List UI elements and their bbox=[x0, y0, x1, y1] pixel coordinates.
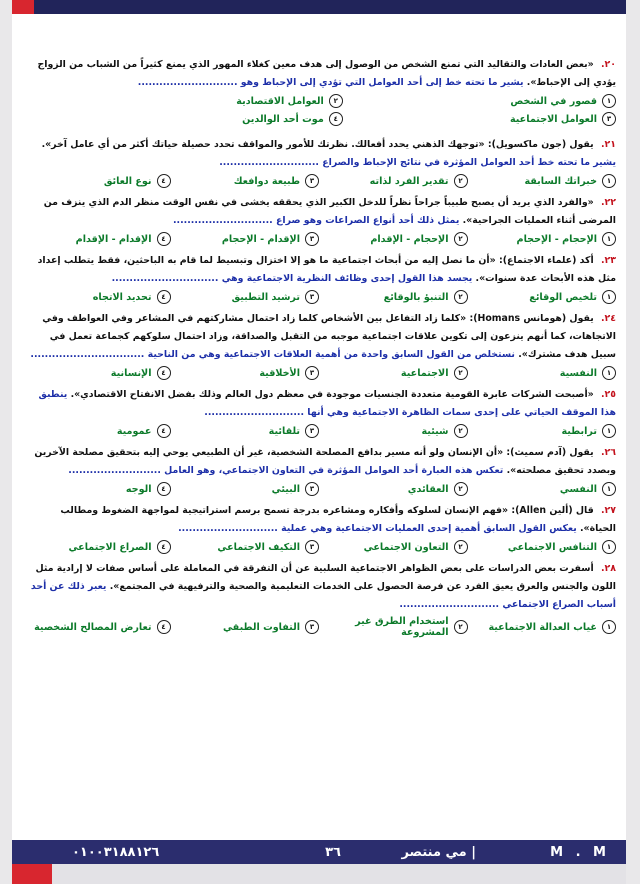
question-number: ٢٨. bbox=[600, 563, 616, 574]
page-footer bbox=[12, 840, 626, 864]
option-marker: ٢ bbox=[454, 290, 468, 304]
option-label: العوامل الاجتماعية bbox=[509, 113, 597, 125]
answer-blank: ............................ bbox=[219, 157, 319, 168]
option-label: الإنسانية bbox=[110, 367, 152, 379]
question-instruction: يعبر ذلك عن أحد أسباب الصراع الاجتماعي bbox=[30, 581, 616, 610]
question-instruction: ينطبق هذا الموقف الحياتي على إحدى سمات الظاهرة الاجتماعية وهي أنها bbox=[38, 389, 616, 418]
option-marker: ٤ bbox=[157, 366, 171, 380]
option-marker: ١ bbox=[602, 174, 616, 188]
option-marker: ٢ bbox=[454, 174, 468, 188]
option-marker: ١ bbox=[602, 94, 616, 108]
question-instruction: نستخلص من القول السابق واحدة من أهمية العلاقات الاجتماعية وهي من الناحية bbox=[147, 349, 515, 360]
option-marker: ١ bbox=[602, 232, 616, 246]
option-3[interactable] bbox=[171, 366, 320, 380]
options-list bbox=[22, 424, 616, 438]
answer-blank: ................................ bbox=[30, 349, 145, 360]
option-3[interactable] bbox=[171, 290, 320, 304]
bottom-strip-red bbox=[12, 864, 52, 884]
option-2[interactable] bbox=[319, 366, 468, 380]
option-marker: ٢ bbox=[454, 366, 468, 380]
option-label: النفسي bbox=[559, 483, 597, 495]
option-label: تقدير الفرد لذاته bbox=[369, 175, 449, 187]
question-instruction: يجسد هذا القول إحدى وظائف النظرية الاجتماعية وهي bbox=[221, 273, 473, 284]
option-label: غياب العدالة الاجتماعية bbox=[488, 621, 597, 633]
question-stem: أسفرت بعض الدراسات على بعض الظواهر الاجتماعية السلبية عن أن التفرقة في المعاملة على أساس صفات لا إرادية مثل اللون والجنس والعرق يعيق الفرد عن فرصة الحصول على الخدمات التعليمية والصحية والترفيهية في المجتمع». bbox=[35, 563, 616, 592]
option-marker: ٤ bbox=[157, 232, 171, 246]
option-label: التعاون الاجتماعي bbox=[363, 541, 449, 553]
question-stem: يقول (جون ماكسويل): «توجهك الذهني يحدد أفعالك. نظرتك للأمور والمواقف تحدد حصيلة حياتك أكثر من أي عامل آخر». bbox=[41, 139, 594, 150]
footer-phone: ٠١٠٠٣١٨٨١٢٦ bbox=[72, 844, 160, 860]
option-label: خبراتك السابقة bbox=[524, 175, 597, 187]
option-marker: ٢ bbox=[454, 424, 468, 438]
question-stem: يقول (هومانس Homans): «كلما زاد التفاعل بين الأشخاص كلما زاد احتمال مشاركتهم في المشاعر وفي العواطف وفي الاتجاهات، كما أنهم ينزعون إلى تكوين علاقات اجتماعية موجبه من التقبل والصداقة، وزاد احتمال سلوكهم كجماعة تعمل في سبيل هدف مشترك». bbox=[42, 313, 616, 360]
option-label: الأخلاقية bbox=[259, 367, 300, 379]
question-21 bbox=[22, 136, 616, 188]
option-label: التنافس الاجتماعي bbox=[507, 541, 597, 553]
option-marker: ٣ bbox=[305, 366, 319, 380]
question-stem: «والفرد الذي يريد أن يصبح طبيباً جراحاً نظراً للدخل الكبير الذي يحققه يخشى في نفس الوقت منظر الدم الذي ينزف من المرضى أثناء العمليات الجراحية». bbox=[43, 197, 616, 226]
option-marker: ٣ bbox=[305, 482, 319, 496]
question-number: ٢٥. bbox=[600, 389, 616, 400]
answer-blank: .............................. bbox=[111, 273, 219, 284]
option-2[interactable] bbox=[319, 616, 468, 638]
option-marker: ٢ bbox=[454, 482, 468, 496]
question-stem: «بعض العادات والتقاليد التي تمنع الشخص من الوصول إلى هدف معين كغلاء المهور الذي يمنع كثيراً من الشباب من الزواج يؤدي إلى الإحباط». bbox=[37, 59, 616, 88]
option-label: الاجتماعية bbox=[400, 367, 449, 379]
option-marker: ١ bbox=[602, 482, 616, 496]
top-stripe bbox=[12, 0, 626, 14]
top-stripe-red bbox=[12, 0, 34, 14]
question-number: ٢٧. bbox=[600, 505, 616, 516]
option-1[interactable] bbox=[343, 94, 616, 108]
option-4[interactable] bbox=[22, 482, 171, 496]
question-number: ٢٣. bbox=[600, 255, 616, 266]
answer-blank: ............................ bbox=[173, 215, 273, 226]
options-list bbox=[22, 540, 616, 554]
question-stem: أكد (علماء الاجتماع): «أن ما نصل إليه من أبحاث اجتماعية ما هو إلا اختزال وتبسيط لما قام به الباحثين، فقط يتطلب إعداد مثل هذه الأبحاث عدة سنوات». bbox=[37, 255, 616, 284]
answer-blank: ............................ bbox=[204, 407, 305, 418]
option-label: التكيف الاجتماعي bbox=[217, 541, 300, 553]
option-label: التفاوت الطبقي bbox=[222, 621, 300, 633]
option-marker: ٤ bbox=[157, 620, 171, 634]
option-3[interactable] bbox=[171, 540, 320, 554]
question-27 bbox=[22, 502, 616, 554]
option-1[interactable] bbox=[468, 424, 617, 438]
answer-blank: ............................ bbox=[399, 599, 500, 610]
option-1[interactable] bbox=[468, 366, 617, 380]
option-marker: ١ bbox=[602, 366, 616, 380]
option-2[interactable] bbox=[70, 94, 343, 108]
option-label: نوع العائق bbox=[103, 175, 152, 187]
option-marker: ١ bbox=[602, 424, 616, 438]
footer-brand: M . M bbox=[550, 844, 610, 860]
page-number: ٣٦ bbox=[325, 844, 341, 860]
option-2[interactable] bbox=[319, 540, 468, 554]
options-list bbox=[22, 232, 616, 246]
option-2[interactable] bbox=[319, 290, 468, 304]
option-marker: ٣ bbox=[305, 174, 319, 188]
option-3[interactable] bbox=[171, 232, 320, 246]
option-label: الإقدام - الإحجام bbox=[221, 233, 300, 245]
question-26 bbox=[22, 444, 616, 496]
option-marker: ٣ bbox=[305, 290, 319, 304]
question-20 bbox=[22, 56, 616, 130]
option-label: تعارض المصالح الشخصية bbox=[34, 621, 152, 633]
option-marker: ٣ bbox=[305, 540, 319, 554]
question-instruction: يشير ما تحته خط أحد العوامل المؤثرة في نتائج الإحباط والصراع bbox=[322, 157, 616, 168]
question-stem: يقول (آدم سميث): «أن الإنسان ولو أنه مسير بدافع المصلحة الشخصية، غير أن الطبيعي يوحي إليه بتحقيق مصلحة الآخرين وبصدد تحقيق مصلحته». bbox=[34, 447, 616, 476]
option-label: ترابطية bbox=[561, 425, 597, 437]
option-2[interactable] bbox=[319, 174, 468, 188]
option-2[interactable] bbox=[319, 232, 468, 246]
option-3[interactable] bbox=[171, 424, 320, 438]
answer-blank: .......................... bbox=[68, 465, 161, 476]
option-label: ترشيد التطبيق bbox=[231, 291, 300, 303]
footer-author: | مي منتصر bbox=[401, 844, 476, 860]
question-24 bbox=[22, 310, 616, 380]
question-number: ٢٤. bbox=[600, 313, 616, 324]
option-label: التنبؤ بالوقائع bbox=[383, 291, 449, 303]
question-number: ٢٦. bbox=[600, 447, 616, 458]
question-28 bbox=[22, 560, 616, 638]
options-list bbox=[22, 174, 616, 188]
options-list bbox=[22, 616, 616, 638]
option-label: العقائدي bbox=[407, 483, 449, 495]
option-marker: ١ bbox=[602, 620, 616, 634]
option-3[interactable] bbox=[171, 174, 320, 188]
question-23 bbox=[22, 252, 616, 304]
option-label: الإحجام - الإقدام bbox=[370, 233, 449, 245]
option-marker: ٤ bbox=[157, 174, 171, 188]
option-label: عمومية bbox=[116, 425, 152, 437]
option-3[interactable] bbox=[171, 482, 320, 496]
question-number: ٢٢. bbox=[600, 197, 616, 208]
option-3[interactable] bbox=[343, 112, 616, 126]
option-1[interactable] bbox=[468, 540, 617, 554]
option-marker: ٢ bbox=[454, 232, 468, 246]
option-label: تلقائية bbox=[268, 425, 300, 437]
option-2[interactable] bbox=[319, 482, 468, 496]
options-list bbox=[22, 290, 616, 304]
option-marker: ٤ bbox=[157, 540, 171, 554]
option-4[interactable] bbox=[22, 540, 171, 554]
option-label: تلخيص الوقائع bbox=[529, 291, 597, 303]
option-marker: ٤ bbox=[157, 290, 171, 304]
option-1[interactable] bbox=[468, 290, 617, 304]
option-label: الإقدام - الإقدام bbox=[75, 233, 152, 245]
option-marker: ٤ bbox=[157, 482, 171, 496]
option-1[interactable] bbox=[468, 482, 617, 496]
option-label: الإحجام - الإحجام bbox=[516, 233, 597, 245]
option-label: قصور في الشخص bbox=[510, 95, 597, 107]
option-marker: ٢ bbox=[454, 620, 468, 634]
questions-area bbox=[22, 56, 616, 644]
option-marker: ٤ bbox=[329, 112, 343, 126]
option-marker: ٢ bbox=[454, 540, 468, 554]
question-instruction: يعكس القول السابق أهمية إحدى العمليات الاجتماعية وهي عملية bbox=[281, 523, 577, 534]
question-instruction: يشير ما تحته خط إلى أحد العوامل التي تؤدي إلى الإحباط وهو bbox=[240, 77, 524, 88]
option-4[interactable] bbox=[22, 366, 171, 380]
option-label: موت أحد الوالدين bbox=[242, 113, 324, 125]
option-2[interactable] bbox=[319, 424, 468, 438]
option-label: تحديد الاتجاه bbox=[92, 291, 152, 303]
option-label: الصراع الاجتماعي bbox=[68, 541, 152, 553]
option-marker: ١ bbox=[602, 540, 616, 554]
bottom-strip bbox=[12, 864, 626, 884]
option-marker: ٣ bbox=[602, 112, 616, 126]
question-number: ٢١. bbox=[600, 139, 616, 150]
option-label: العوامل الاقتصادية bbox=[236, 95, 324, 107]
question-25 bbox=[22, 386, 616, 438]
options-list bbox=[22, 366, 616, 380]
question-number: ٢٠. bbox=[600, 59, 616, 70]
option-marker: ٣ bbox=[305, 232, 319, 246]
option-4[interactable] bbox=[22, 290, 171, 304]
option-1[interactable] bbox=[468, 616, 617, 638]
option-label: البيئي bbox=[271, 483, 300, 495]
worksheet-page bbox=[12, 0, 626, 884]
question-22 bbox=[22, 194, 616, 246]
option-4[interactable] bbox=[22, 616, 171, 638]
option-1[interactable] bbox=[468, 174, 617, 188]
option-marker: ٣ bbox=[305, 620, 319, 634]
option-label: طبيعة دوافعك bbox=[233, 175, 300, 187]
option-4[interactable] bbox=[22, 232, 171, 246]
question-stem: «أصبحت الشركات عابرة القومية متعددة الجنسيات موجودة في معظم دول العالم وذلك بفضل الانفتاح الاقتصادي». bbox=[70, 389, 594, 400]
options-list bbox=[22, 482, 616, 496]
options-list bbox=[22, 94, 616, 130]
question-stem: قال (ألين Allen): «فهم الإنسان لسلوكه وأفكاره ومشاعره بدرجة تسمح برسم استراتيجية لمواجهة الضغوط ومطالب الحياة». bbox=[60, 505, 616, 534]
question-instruction: تعكس هذه العبارة أحد العوامل المؤثرة في التعاون الاجتماعي، وهو العامل bbox=[164, 465, 504, 476]
question-instruction: يمثل ذلك أحد أنواع الصراعات وهو صراع bbox=[276, 215, 460, 226]
option-label: الوجه bbox=[125, 483, 152, 495]
option-4[interactable] bbox=[22, 424, 171, 438]
top-stripe-navy bbox=[34, 0, 626, 14]
option-3[interactable] bbox=[171, 616, 320, 638]
option-1[interactable] bbox=[468, 232, 617, 246]
option-label: استخدام الطرق غير المشروعة bbox=[355, 616, 449, 638]
answer-blank: ............................ bbox=[178, 523, 278, 534]
option-marker: ٣ bbox=[305, 424, 319, 438]
option-marker: ٤ bbox=[157, 424, 171, 438]
option-marker: ٢ bbox=[329, 94, 343, 108]
option-label: شيئية bbox=[421, 425, 449, 437]
option-marker: ١ bbox=[602, 290, 616, 304]
option-label: النفسية bbox=[559, 367, 597, 379]
option-4[interactable] bbox=[22, 174, 171, 188]
answer-blank: ............................ bbox=[137, 77, 238, 88]
option-4[interactable] bbox=[70, 112, 343, 126]
